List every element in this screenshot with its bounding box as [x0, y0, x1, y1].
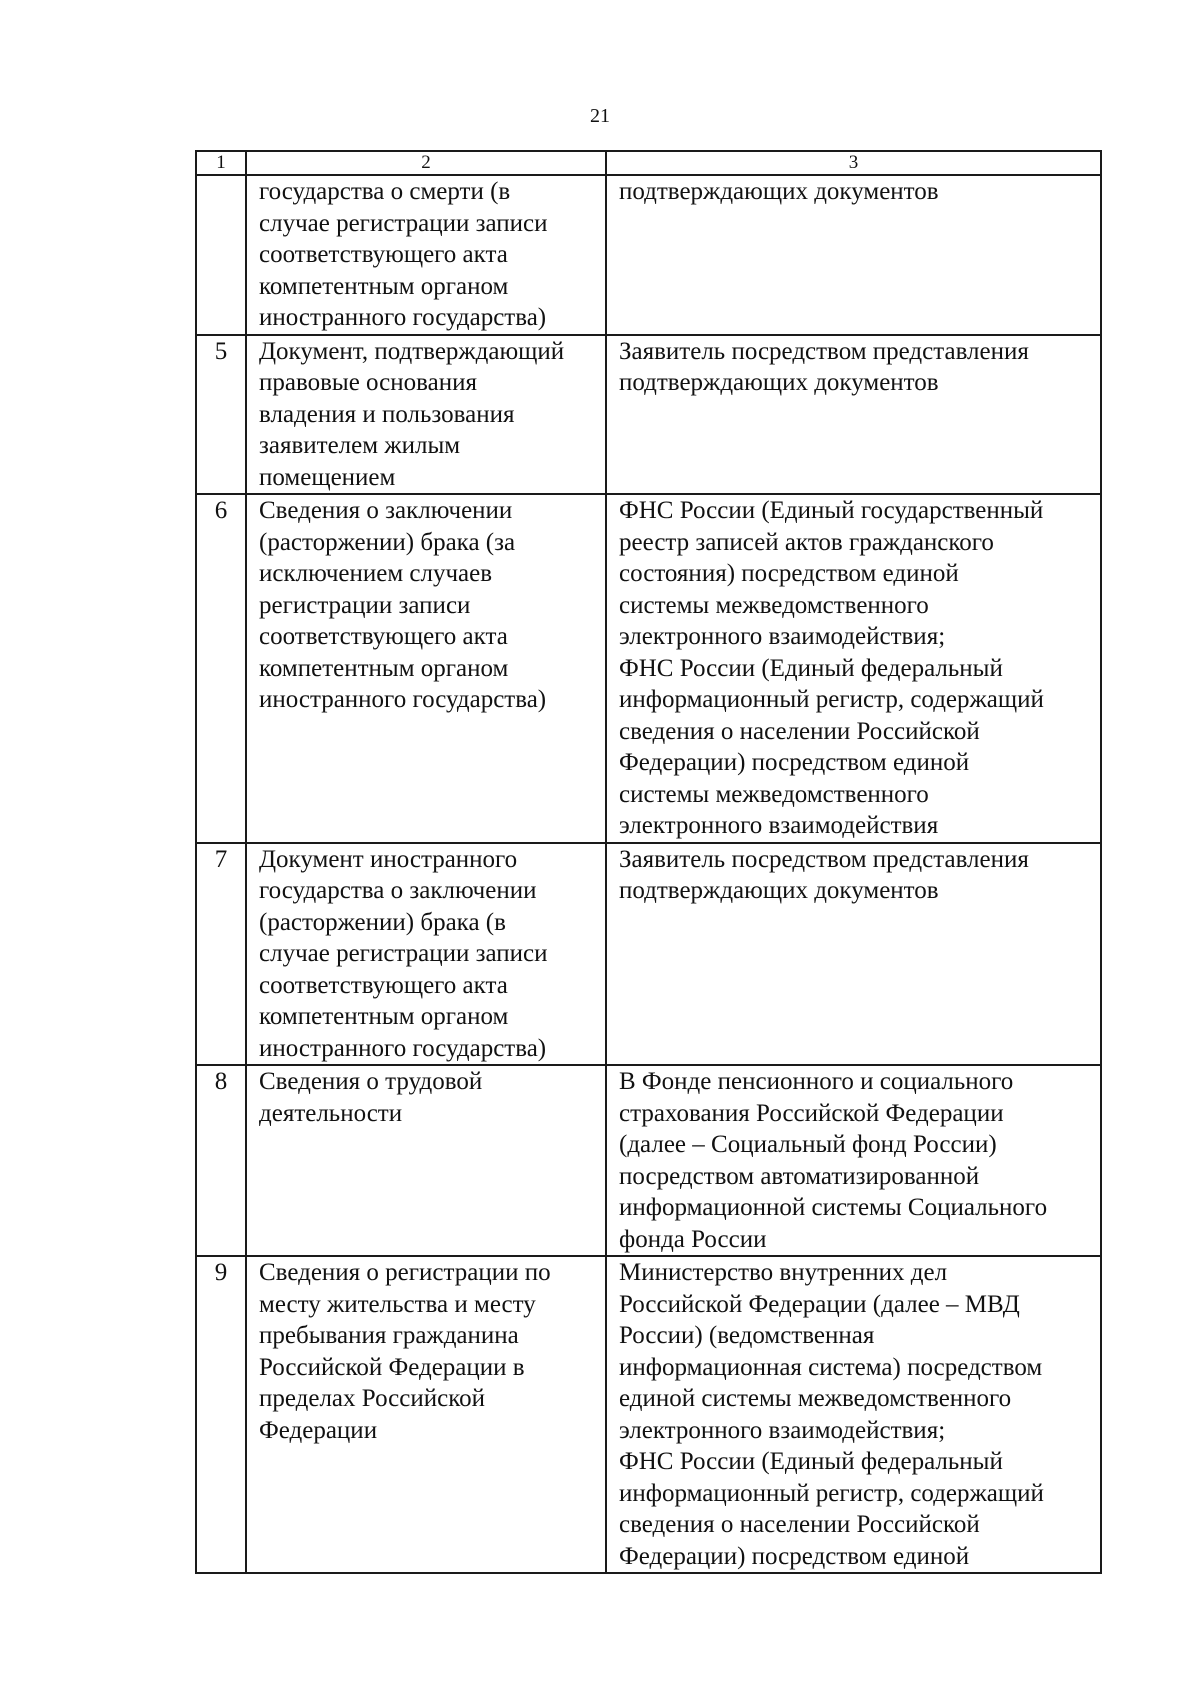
source-line: электронного взаимодействия; [619, 623, 946, 650]
document-name-line: компетентным органом [259, 654, 509, 682]
source-line: электронного взаимодействия; [619, 1416, 946, 1444]
requirements-table [195, 150, 1102, 1574]
source-line: Заявитель посредством представления [619, 337, 1029, 365]
document-name-line: (расторжении) брака (за [259, 528, 516, 556]
document-name-cell [246, 335, 606, 495]
document-name-line: Сведения о заключении [259, 497, 513, 524]
source-line: системы межведомственного [619, 591, 929, 619]
document-name-cell [246, 1256, 606, 1573]
row-number: 5 [196, 335, 246, 495]
source-line: посредством автоматизированной [619, 1162, 980, 1190]
document-name-line: Сведения о трудовой [259, 1068, 483, 1095]
source-line: ФНС России (Единый федеральный [619, 1448, 1003, 1475]
source-line: единой системы межведомственного [619, 1385, 1012, 1412]
document-name-line: государства о заключении [259, 877, 537, 904]
source-line: России) (ведомственная [619, 1322, 875, 1349]
source-line: реестр записей актов гражданского [619, 528, 994, 556]
document-name-line: компетентным органом [259, 1003, 509, 1030]
document-name-line: соответствующего акта [259, 241, 508, 268]
table-row [196, 335, 1101, 495]
source-line: Федерации) посредством единой [619, 749, 970, 776]
table-row [196, 175, 1101, 335]
source-line: фонда России [619, 1225, 767, 1253]
header-col-1: 1 [196, 151, 246, 175]
document-name-cell [246, 843, 606, 1066]
table-body [196, 175, 1101, 1573]
source-cell [606, 494, 1101, 843]
page-number: 21 [590, 105, 610, 127]
document-name-cell [246, 175, 606, 335]
row-number: 6 [196, 494, 246, 843]
document-name-line: Российской Федерации в [259, 1353, 525, 1381]
source-line: сведения о населении Российской [619, 717, 980, 745]
source-cell [606, 843, 1101, 1066]
document-name-cell [246, 494, 606, 843]
source-line: Министерство внутренних дел [619, 1259, 948, 1286]
document-name-line: деятельности [259, 1099, 403, 1127]
source-cell [606, 1256, 1101, 1573]
document-name-line: государства о смерти (в [259, 178, 511, 205]
source-line: подтверждающих документов [619, 369, 939, 396]
row-number [196, 175, 246, 335]
document-name-line: случае регистрации записи [259, 209, 548, 237]
document-name-line: пределах Российской [259, 1385, 485, 1412]
source-cell [606, 1065, 1101, 1256]
document-name-line: соответствующего акта [259, 623, 508, 650]
source-line: состояния) посредством единой [619, 560, 959, 587]
source-line: Федерации) посредством единой [619, 1542, 970, 1570]
source-line: (далее – Социальный фонд России) [619, 1131, 997, 1158]
source-line: подтверждающих документов [619, 178, 939, 205]
document-name-line: Документ иностранного [259, 845, 518, 873]
document-name-line: иностранного государства) [259, 304, 547, 331]
document-name-line: иностранного государства) [259, 1034, 547, 1062]
table-row [196, 1256, 1101, 1573]
table-header-row [196, 151, 1101, 175]
table-row [196, 843, 1101, 1066]
document-name-cell [246, 1065, 606, 1256]
document-name-line: Сведения о регистрации по [259, 1259, 551, 1286]
source-line: информационный регистр, содержащий [619, 686, 1044, 713]
document-name-line: помещением [259, 463, 396, 491]
table-row [196, 494, 1101, 843]
document-name-line: (расторжении) брака (в [259, 908, 506, 936]
document-name-line: регистрации записи [259, 591, 471, 619]
document-name-line: месту жительства и месту [259, 1290, 536, 1318]
document-name-line: исключением случаев [259, 560, 493, 587]
document-name-line: Документ, подтверждающий [259, 337, 565, 365]
document-name-line: заявителем жилым [259, 432, 461, 459]
table-row [196, 1065, 1101, 1256]
source-line: ФНС России (Единый государственный [619, 497, 1044, 524]
document-name-line: случае регистрации записи [259, 940, 548, 967]
source-line: информационной системы Социального [619, 1194, 1048, 1221]
document-name-line: владения и пользования [259, 400, 515, 428]
source-cell [606, 335, 1101, 495]
source-line: подтверждающих документов [619, 877, 939, 904]
source-line: страхования Российской Федерации [619, 1099, 1004, 1127]
source-line: системы межведомственного [619, 780, 929, 808]
source-line: ФНС России (Единый федеральный [619, 654, 1003, 682]
source-cell [606, 175, 1101, 335]
document-name-line: пребывания гражданина [259, 1322, 519, 1349]
source-line: В Фонде пенсионного и социального [619, 1068, 1014, 1095]
header-col-2: 2 [246, 151, 606, 175]
source-line: информационная система) посредством [619, 1353, 1043, 1381]
document-name-line: иностранного государства) [259, 686, 547, 713]
source-line: электронного взаимодействия [619, 812, 939, 839]
source-line: сведения о населении Российской [619, 1511, 980, 1538]
source-line: Заявитель посредством представления [619, 845, 1029, 873]
source-line: информационный регистр, содержащий [619, 1479, 1044, 1507]
row-number: 7 [196, 843, 246, 1066]
document-name-line: Федерации [259, 1416, 378, 1444]
document-name-line: правовые основания [259, 369, 477, 396]
source-line: Российской Федерации (далее – МВД [619, 1290, 1020, 1318]
row-number: 8 [196, 1065, 246, 1256]
document-name-line: компетентным органом [259, 272, 509, 300]
document-name-line: соответствующего акта [259, 971, 508, 999]
row-number: 9 [196, 1256, 246, 1573]
header-col-3: 3 [606, 151, 1101, 175]
